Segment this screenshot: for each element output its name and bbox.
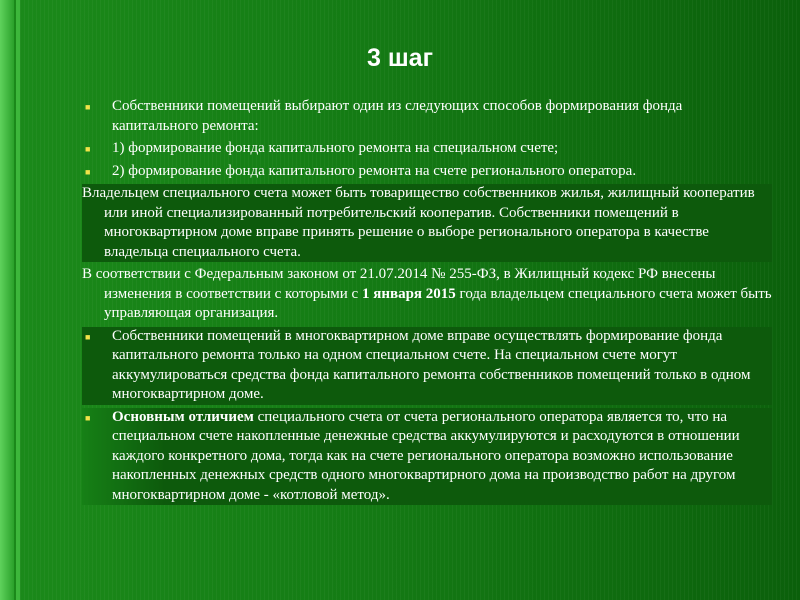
paragraph-text: 1) формирование фонда капитального ремонта на специальном счете; bbox=[112, 140, 559, 156]
paragraph-text: 2) формирование фонда капитального ремонта на счете регионального оператора. bbox=[112, 162, 637, 179]
paragraph-text: Собственники помещений выбирают один из следующих способов формирования фонда капитального ремонта: bbox=[112, 98, 683, 134]
square-bullet-icon: ■ bbox=[85, 102, 91, 112]
date-emphasis: 1 января 2015 bbox=[361, 285, 456, 302]
decorative-stripe bbox=[0, 0, 14, 600]
paragraph-text: Собственники помещений в многоквартирном доме вправе осуществлять формирование фонда капитального ремонта только на одном специальном счете. На специальном счете могут аккумулироваться средства фонда капитального ремонта собственников помещений только в одном многоквартирном доме. bbox=[112, 327, 751, 402]
paragraph-text: В соответствии с Федеральным законом от 21.07.2014 № 255-ФЗ, в Жилищный кодекс РФ внесены изменения в соответствии с которыми с bbox=[82, 266, 716, 302]
list-item bbox=[82, 327, 772, 405]
square-bullet-icon: ■ bbox=[85, 144, 91, 154]
square-bullet-icon: ■ bbox=[85, 331, 91, 342]
list-item bbox=[82, 97, 772, 136]
square-bullet-icon: ■ bbox=[85, 166, 91, 177]
paragraph-text: Владельцем специального счета может быть товарищество собственников жилья, жилищный кооператив или иной специализированный потребительский кооператив. Собственники помещений в многоквартирном доме вправе принять решение о выборе регионального оператора в качестве владельца специального счета. bbox=[82, 185, 755, 260]
paragraph-text: специального счета от счета регионального оператора является то, что на специальном счете накопленные денежные средства аккумулируются и расходуются в отношении каждого конкретного дома, тогда как на счете регионального оператора возможно использование накопленных денежных средств одного многоквартирного дома на производство работ на другом многоквартирном доме - «котловой метод». bbox=[112, 408, 740, 503]
decorative-stripe-inner bbox=[16, 0, 20, 600]
key-difference-emphasis: Основным отличием bbox=[112, 408, 254, 425]
list-item bbox=[82, 408, 772, 506]
paragraph-text: года владельцем специального счета может быть управляющая организация. bbox=[104, 285, 772, 321]
square-bullet-icon: ■ bbox=[85, 412, 91, 423]
slide-title: 3 шаг bbox=[366, 44, 433, 72]
slide-content bbox=[82, 97, 772, 508]
paragraph bbox=[82, 265, 772, 324]
paragraph bbox=[82, 184, 772, 262]
list-item bbox=[82, 162, 772, 182]
list-item bbox=[82, 139, 772, 159]
